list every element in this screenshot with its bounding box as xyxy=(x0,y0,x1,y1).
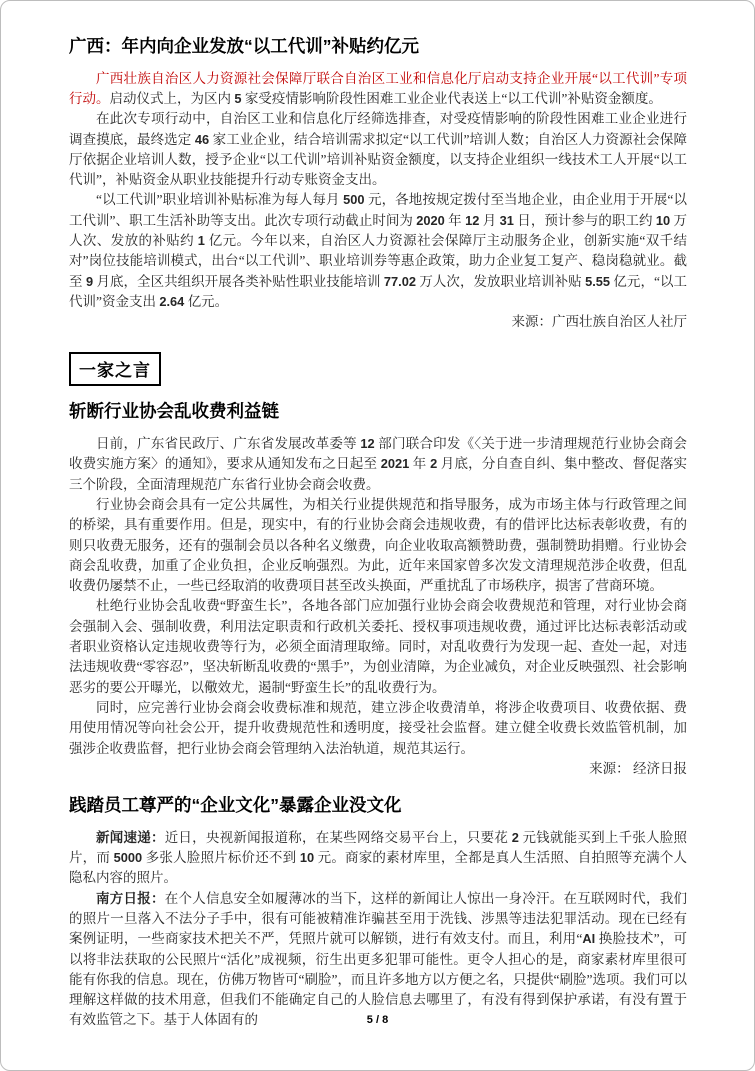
article-title: 斩断行业协会乱收费利益链 xyxy=(69,401,279,422)
paragraph: 同时，应完善行业协会商会收费标准和规范，建立涉企收费清单，将涉企收费项目、收费依据、费用使用情况等向社会公开，提升收费规范性和透明度，接受社会监督。建立健全收费长效监管机制，加强涉企收费监督，把行业协会商会管理纳入法治轨道，规范其运行。 xyxy=(69,699,687,756)
paragraph: 杜绝行业协会乱收费“野蛮生长”，各地各部门应加强行业协会商会收费规范和管理，对行业协会商会强制入会、强制收费，利用法定职责和行政机关委托、授权事项违规收费，通过评比达标表彰活动或者职业资格认定违规收费等行为，必须全面清理取缔。同时，对乱收费行为发现一起、查处一起，对违法违规收费“零容忍”，坚决斩断乱收费的“黑手”，为创业清障，为企业减负，对企业反映强烈、社会影响恶劣的要公开曝光，以儆效尤，遏制“野蛮生长”的乱收费行为。 xyxy=(69,598,687,695)
article-association-fees xyxy=(69,400,687,779)
paragraph: 广西壮族自治区人力资源社会保障厅联合自治区工业和信息化厅启动支持企业开展“以工代训”专项行动。启动仪式上，为区内 5 家受疫情影响阶段性困难工业企业代表送上“以工代训”补贴资金额度。 xyxy=(69,70,687,106)
paragraph: 日前，广东省民政厅、广东省发展改革委等 12 部门联合印发《〈关于进一步清理规范行业协会商会收费实施方案〉的通知》，要求从通知发布之日起至 2021 年 2 月底，分自查自纠、集中整改、督促落实三个阶段，全面清理规范广东省行业协会商会收费。 xyxy=(69,436,688,492)
article-guangxi xyxy=(69,35,687,332)
paragraph: 行业协会商会具有一定公共属性，为相关行业提供规范和指导服务，成为市场主体与行政管理之间的桥梁，具有重要作用。但是，现实中，有的行业协会商会违规收费，有的借评比达标表彰收费，有的则只收费无服务，还有的强制会员以各种名义缴费，向企业收取高额赞助费，强制赞助捐赠。行业协会商会乱收费，加重了企业负担，企业反响强烈。为此，近年来国家曾多次发文清理规范涉企收费，但乱收费仍屡禁不止，一些已经取消的收费项目甚至改头换面，严重扰乱了市场秩序，损害了营商环境。 xyxy=(69,497,687,594)
source-line: 来源： 经济日报 xyxy=(589,760,687,776)
paragraph: 新闻速递：近日，央视新闻报道称，在某些网络交易平台上，只要花 2 元钱就能买到上千张人脸照片，而 5000 多张人脸照片标价还不到 10 元。商家的素材库里，全都是真人生活照、自拍照等充满个人隐私内容的照片。 xyxy=(69,829,688,886)
article-corporate-culture xyxy=(69,794,687,1031)
source-line: 来源：广西壮族自治区人社厅 xyxy=(511,314,687,330)
paragraph: 在此次专项行动中，自治区工业和信息化厅经筛选排查，对受疫情影响的阶段性困难工业企业进行调查摸底，最终选定 46 家工业企业，结合培训需求拟定“以工代训”培训人数；自治区人力资源社会保障厅依据企业培训人数，授予企业“以工代训”培训补贴资金额度，以支持企业组织一线技术工人开展“以工代训”，补贴资金从职业技能提升行动专账资金支出。 xyxy=(69,111,688,188)
page-number: 5 / 8 xyxy=(366,1014,389,1026)
paragraph: 南方日报：在个人信息安全如履薄冰的当下，这样的新闻让人惊出一身冷汗。在互联网时代，我们的照片一旦落入不法分子手中，很有可能被精准诈骗甚至用于洗钱、涉黑等违法犯罪活动。现在已经有案例证明，一些商家技术把关不严，凭照片就可以解锁，进行有效支付。而且，利用“AI 换脸技术”，可以将非法获取的公民照片“活化”成视频，衍生出更多犯罪可能性。更令人担心的是，商家素材库里很可能有你我的信息。现在，仿佛万物皆可“刷脸”，而且许多地方以方便之名，只提供“刷脸”选项。我们可以理解这样做的技术用意，但我们不能确定自己的人脸信息去哪里了，有没有得到保护承诺，有没有置于有效监管之下。基于人体固有的 xyxy=(69,890,687,1028)
article-title: 广西：年内向企业发放“以工代训”补贴约亿元 xyxy=(69,36,419,56)
section-badge: 一家之言 xyxy=(69,352,161,386)
page-content xyxy=(1,1,754,1031)
article-title: 践踏员工尊严的“企业文化”暴露企业没文化 xyxy=(69,795,402,816)
paragraph: “以工代训”职业培训补贴标准为每人每月 500 元，各地按规定拨付至当地企业，由企业用于开展“以工代训”、职工生活补助等支出。此次专项行动截止时间为 2020 年 12 月 31 日，预计参与的职工约 10 万人次、发放的补贴约 1 亿元。今年以来，自治区人力资源社会保障厅主动服务企业，创新实施“双千结对”岗位技能培训模式，出台“以工代训”、职业培训券等惠企政策，助力企业复工复产、稳岗稳就业。截至 9 月底，全区共组织开展各类补贴性职业技能培训 77.02 万人次，发放职业培训补贴 5.55 亿元，“以工代训”资金支出 2.64 亿元。 xyxy=(69,192,688,309)
section-header-row xyxy=(69,352,687,386)
